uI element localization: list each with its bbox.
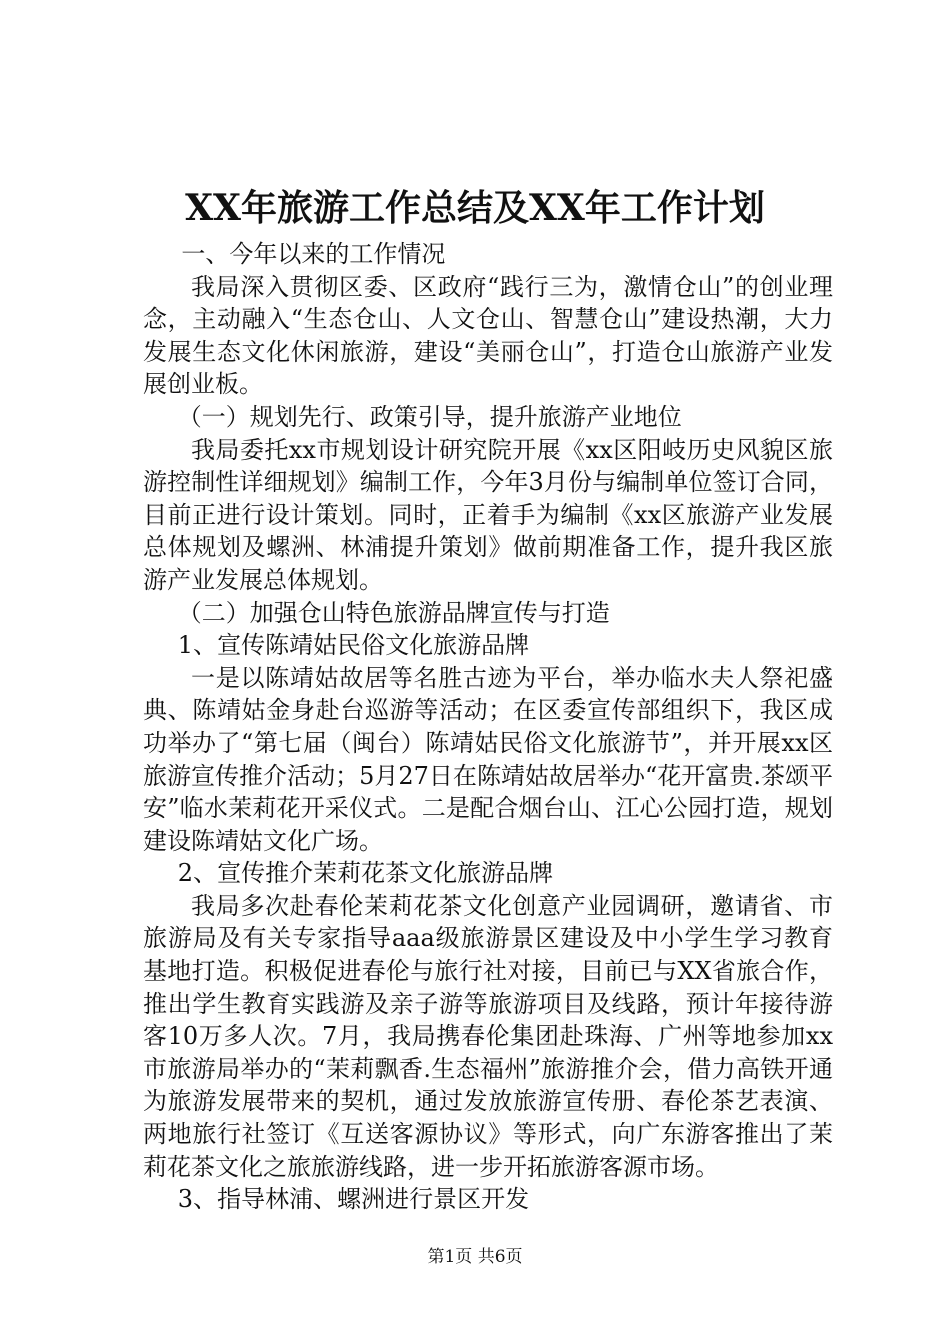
section-heading: （一）规划先行、政策引导，提升旅游产业地位 <box>177 402 682 431</box>
body-paragraph: 我局多次赴春伦茉莉花茶文化创意产业园调研，邀请省、市旅游局及有关专家指导aaa级旅游景区建设及中小学生学习教育基地打造。积极促进春伦与旅行社对接，目前已与XX省旅合作，推出学生教育实践游及亲子游等旅游项目及线路，预计年接待游客10万多人次。7月，我局携春伦集团赴珠海、广州等地参加xx市旅游局举办的“茉莉飘香.生态福州”旅游推介会，借力高铁开通为旅游发展带来的契机，通过发放旅游宣传册、春伦茶艺表演、两地旅行社签订《互送客源协议》等形式，向广东游客推出了茉莉花茶文化之旅旅游线路，进一步开拓旅游客源市场。 <box>143 891 833 1181</box>
body-paragraph: 一是以陈靖姑故居等名胜古迹为平台，举办临水夫人祭祀盛典、陈靖姑金身赴台巡游等活动；在区委宣传部组织下，我区成功举办了“第七届（闽台）陈靖姑民俗文化旅游节”，并开展xx区旅游宣传推介活动；5月27日在陈靖姑故居举办“花开富贵.茶颂平安”临水茉莉花开采仪式。二是配合烟台山、江心公园打造，规划建设陈靖姑文化广场。 <box>143 663 833 855</box>
section-heading: 1、宣传陈靖姑民俗文化旅游品牌 <box>177 631 530 660</box>
document-title: XX年旅游工作总结及XX年工作计划 <box>185 187 765 229</box>
page-footer: 第1页 共6页 <box>427 1247 523 1267</box>
document-body <box>143 238 833 1216</box>
section-heading: （二）加强仓山特色旅游品牌宣传与打造 <box>177 598 610 627</box>
section-heading: 3、指导林浦、螺洲进行景区开发 <box>177 1185 530 1214</box>
section-heading: 一、今年以来的工作情况 <box>181 240 446 268</box>
body-paragraph: 我局深入贯彻区委、区政府“践行三为，激情仓山”的创业理念，主动融入“生态仓山、人文仓山、智慧仓山”建设热潮，大力发展生态文化休闲旅游，建设“美丽仓山”，打造仓山旅游产业发展创业板。 <box>143 272 833 399</box>
body-paragraph: 我局委托xx市规划设计研究院开展《xx区阳岐历史风貌区旅游控制性详细规划》编制工作，今年3月份与编制单位签订合同，目前正进行设计策划。同时，正着手为编制《xx区旅游产业发展总体规划及螺洲、林浦提升策划》做前期准备工作，提升我区旅游产业发展总体规划。 <box>143 435 833 594</box>
section-heading: 2、宣传推介茉莉花茶文化旅游品牌 <box>177 859 554 888</box>
